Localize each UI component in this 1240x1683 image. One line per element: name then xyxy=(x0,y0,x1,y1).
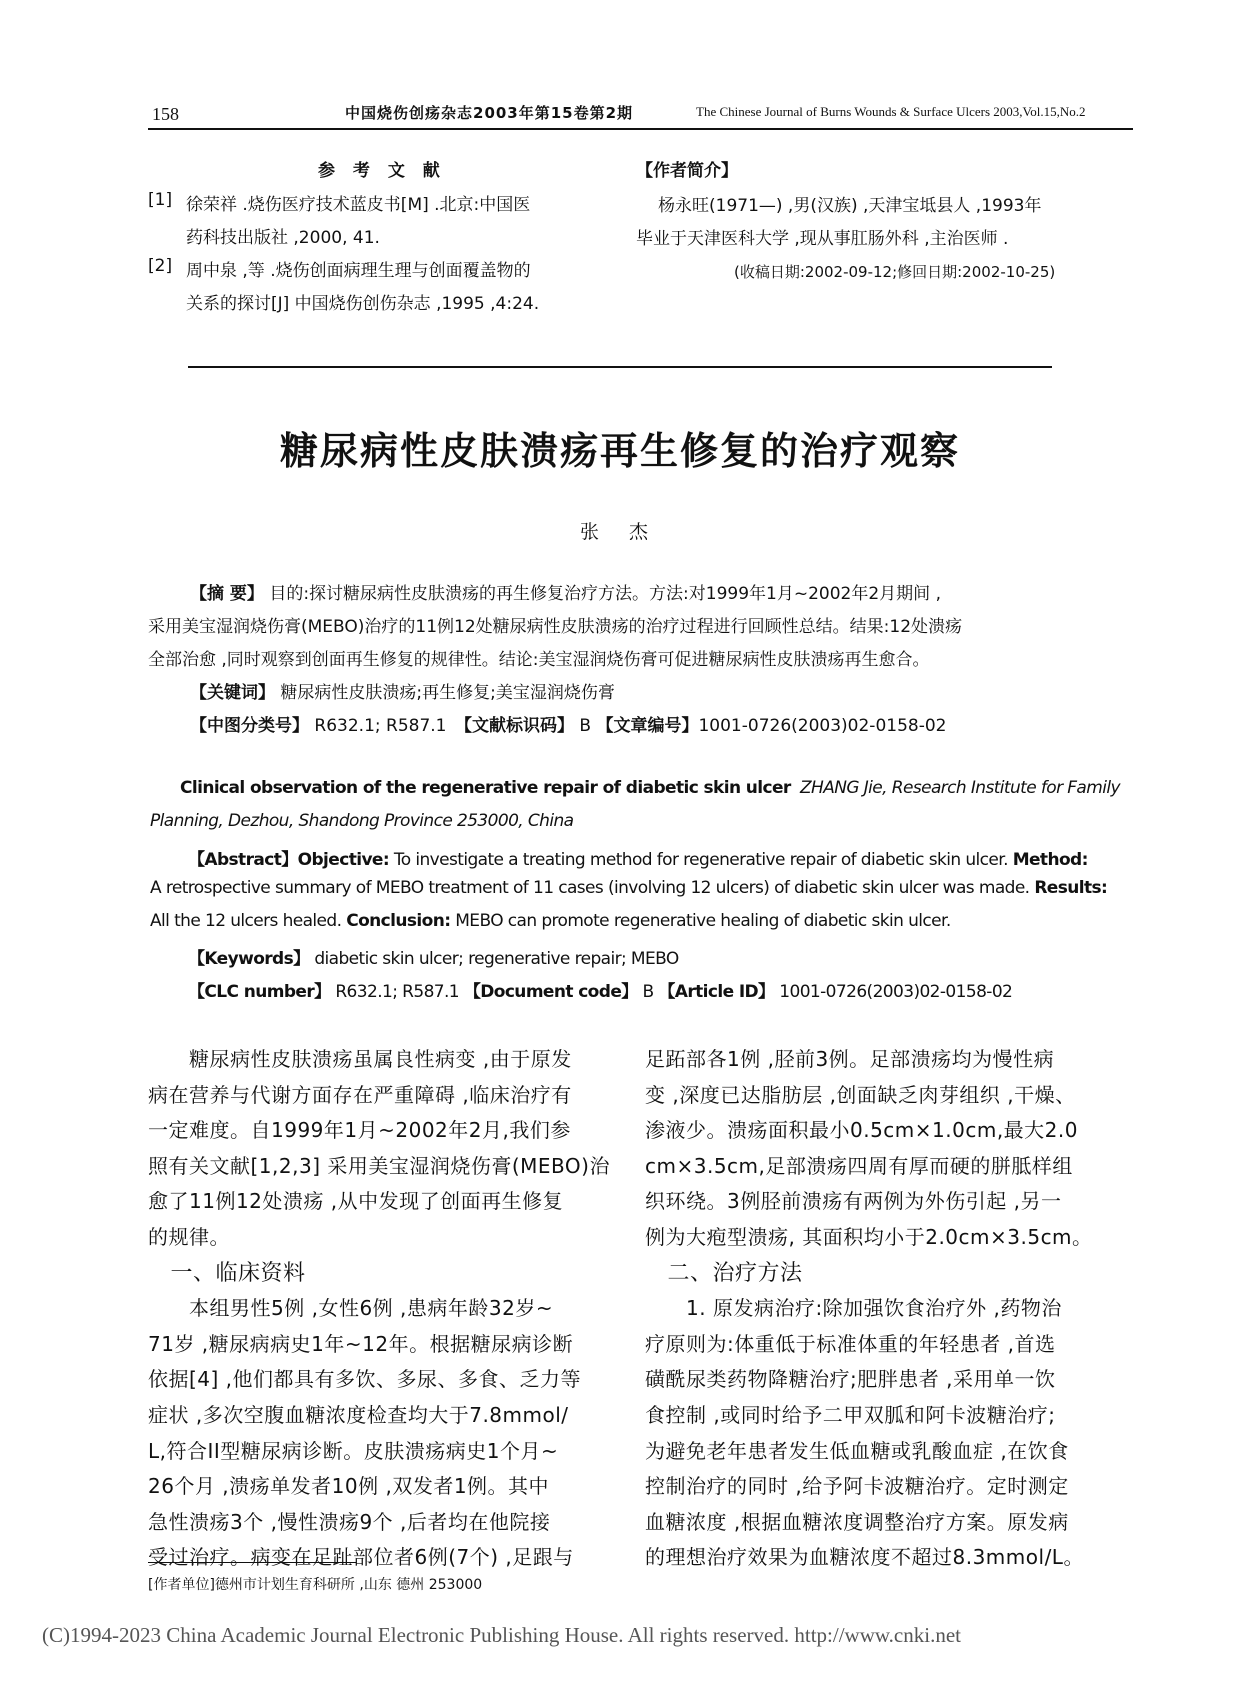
body-paragraph-line: 照有关文献[1,2,3] 采用美宝湿润烧伤膏(MEBO)治 xyxy=(148,1153,610,1178)
section-heading: 二、治疗方法 xyxy=(645,1260,803,1286)
results-text: All the 12 ulcers healed. xyxy=(150,911,342,931)
body-paragraph-line: 26个月 ,溃疡单发者10例 ,双发者1例。其中 xyxy=(148,1474,550,1499)
objective-text: To investigate a treating method for regenerative repair of diabetic skin ulcer. xyxy=(393,850,1008,870)
clc-en-label: 【CLC number】 xyxy=(188,982,331,1002)
articleno-cn-value: 1001-0726(2003)02-0158-02 xyxy=(698,716,947,736)
reference-line: 徐荣祥 .烧伤医疗技术蓝皮书[M] .北京:中国医 xyxy=(186,195,531,215)
articleid-en-label: 【Article ID】 xyxy=(658,982,775,1002)
body-paragraph-line: 渗液少。溃疡面积最小0.5cm×1.0cm,最大2.0 xyxy=(645,1118,1078,1143)
keywords-en-text: diabetic skin ulcer; regenerative repair; MEBO xyxy=(314,949,679,969)
articleno-cn-label: 【文章编号】 xyxy=(596,716,699,736)
body-paragraph-line: 血糖浓度 ,根据血糖浓度调整治疗方案。原发病 xyxy=(645,1509,1069,1534)
abstract-cn-line: 全部治愈 ,同时观察到创面再生修复的规律性。结论:美宝湿润烧伤膏可促进糖尿病性皮肤溃疡再生愈合。 xyxy=(148,650,930,670)
reference-number: [2] xyxy=(148,256,173,276)
articleid-en-value: 1001-0726(2003)02-0158-02 xyxy=(779,982,1013,1002)
results-label: Results: xyxy=(1034,878,1108,898)
abstract-cn-label: 【摘 要】 xyxy=(190,584,264,604)
body-paragraph-line: 受过治疗。病变在足趾部位者6例(7个) ,足跟与 xyxy=(148,1545,574,1570)
objective-label: Objective: xyxy=(297,850,390,870)
body-paragraph-line: 变 ,深度已达脂肪层 ,创面缺乏肉芽组织 ,干燥、 xyxy=(645,1082,1076,1107)
body-paragraph-line: 的理想治疗效果为血糖浓度不超过8.3mmol/L。 xyxy=(645,1545,1084,1570)
body-paragraph-line: L,符合II型糖尿病诊断。皮肤溃疡病史1个月~ xyxy=(148,1438,559,1463)
section-divider xyxy=(188,366,1052,368)
abstract-en-line xyxy=(150,911,951,931)
abstract-en-label: 【Abstract】 xyxy=(188,850,298,870)
title-en: Clinical observation of the regenerative repair of diabetic skin ulcer xyxy=(180,778,791,798)
keywords-cn-text: 糖尿病性皮肤溃疡;再生修复;美宝湿润烧伤膏 xyxy=(280,683,615,703)
page-number: 158 xyxy=(152,104,179,124)
body-paragraph-line: 为避免老年患者发生低血糖或乳酸血症 ,在饮食 xyxy=(645,1438,1069,1463)
body-paragraph-line: 控制治疗的同时 ,给予阿卡波糖治疗。定时测定 xyxy=(645,1474,1069,1499)
clc-cn-value: R632.1; R587.1 xyxy=(314,716,447,736)
conclusion-text: MEBO can promote regenerative healing of diabetic skin ulcer. xyxy=(455,911,951,931)
body-paragraph-line: 急性溃疡3个 ,慢性溃疡9个 ,后者均在他院接 xyxy=(148,1509,551,1534)
body-paragraph-line: 愈了11例12处溃疡 ,从中发现了创面再生修复 xyxy=(148,1189,564,1214)
clc-cn-label: 【中图分类号】 xyxy=(190,716,309,736)
section-heading: 一、临床资料 xyxy=(148,1260,306,1286)
keywords-cn xyxy=(190,677,615,709)
body-paragraph-line: 71岁 ,糖尿病病史1年~12年。根据糖尿病诊断 xyxy=(148,1331,574,1356)
doccode-cn-value: B xyxy=(579,716,592,736)
header-rule xyxy=(148,128,1133,130)
conclusion-label: Conclusion: xyxy=(346,911,451,931)
body-paragraph-line: 磺酰尿类药物降糖治疗;肥胖患者 ,采用单一饮 xyxy=(645,1367,1056,1392)
affiliation-en: Planning, Dezhou, Shandong Province 253000, China xyxy=(150,811,574,831)
body-paragraph-line: 病在营养与代谢方面存在严重障碍 ,临床治疗有 xyxy=(148,1082,572,1107)
body-paragraph-line: 食控制 ,或同时给予二甲双胍和阿卡波糖治疗; xyxy=(645,1402,1056,1427)
body-paragraph-line: 疗原则为:体重低于标准体重的年轻患者 ,首选 xyxy=(645,1331,1056,1356)
body-left-column xyxy=(148,1042,610,1576)
body-paragraph-line: 例为大疱型溃疡, 其面积均小于2.0cm×3.5cm。 xyxy=(645,1224,1093,1249)
journal-header-cn: 中国烧伤创疡杂志2003年第15卷第2期 xyxy=(345,104,634,122)
abstract-en-line xyxy=(188,845,1088,870)
journal-header-en: The Chinese Journal of Burns Wounds & Surface Ulcers 2003,Vol.15,No.2 xyxy=(696,104,1086,119)
body-paragraph-line: 织环绕。3例胫前溃疡有两例为外伤引起 ,另一 xyxy=(645,1189,1062,1214)
body-paragraph-line: 足跖部各1例 ,胫前3例。足部溃疡均为慢性病 xyxy=(645,1047,1055,1071)
method-text: A retrospective summary of MEBO treatment of 11 cases (involving 12 ulcers) of diabetic skin ulcer was made. xyxy=(150,878,1030,898)
reference-line: 周中泉 ,等 .烧伤创面病理生理与创面覆盖物的 xyxy=(186,261,531,281)
classification-cn xyxy=(190,710,946,742)
method-label: Method: xyxy=(1012,850,1088,870)
keywords-en-label: 【Keywords】 xyxy=(188,949,310,969)
body-right-column xyxy=(645,1042,1093,1576)
keywords-cn-label: 【关键词】 xyxy=(190,683,275,703)
body-paragraph-line: 一定难度。自1999年1月~2002年2月,我们参 xyxy=(148,1118,571,1143)
reference-line: 关系的探讨[J] 中国烧伤创伤杂志 ,1995 ,4:24. xyxy=(186,294,540,314)
classification-en xyxy=(188,977,1012,1002)
abstract-cn-line xyxy=(190,578,941,610)
author-intro-line: 杨永旺(1971—) ,男(汉族) ,天津宝坻县人 ,1993年 xyxy=(658,196,1042,216)
doccode-en-value: B xyxy=(642,982,654,1002)
body-paragraph-line: 依据[4] ,他们都具有多饮、多尿、多食、乏力等 xyxy=(148,1367,582,1392)
body-paragraph-line: 症状 ,多次空腹血糖浓度检查均大于7.8mmol/ xyxy=(148,1402,569,1427)
affiliation-en: ZHANG Jie, Research Institute for Family xyxy=(800,778,1120,798)
author-intro-line: 毕业于天津医科大学 ,现从事肛肠外科 ,主治医师 . xyxy=(636,229,1009,249)
received-dates: (收稿日期:2002-09-12;修回日期:2002-10-25) xyxy=(734,263,1056,281)
body-paragraph-line: cm×3.5cm,足部溃疡四周有厚而硬的胼胝样组 xyxy=(645,1153,1073,1178)
keywords-en xyxy=(188,944,679,969)
body-paragraph-line: 本组男性5例 ,女性6例 ,患病年龄32岁~ xyxy=(148,1296,554,1321)
clc-en-value: R632.1; R587.1 xyxy=(335,982,460,1002)
references-title: 参 考 文 献 xyxy=(318,161,446,181)
body-paragraph-line: 1. 原发病治疗:除加强饮食治疗外 ,药物治 xyxy=(645,1296,1062,1321)
body-paragraph-line: 的规律。 xyxy=(148,1224,230,1249)
doccode-en-label: 【Document code】 xyxy=(463,982,638,1002)
copyright-watermark: (C)1994-2023 China Academic Journal Electronic Publishing House. All rights reserved. http://www.cnki.net xyxy=(42,1623,961,1647)
abstract-cn-line: 采用美宝湿润烧伤膏(MEBO)治疗的11例12处糖尿病性皮肤溃疡的治疗过程进行回顾性总结。结果:12处溃疡 xyxy=(148,617,963,637)
reference-line: 药科技出版社 ,2000, 41. xyxy=(186,228,380,248)
body-paragraph-line: 糖尿病性皮肤溃疡虽属良性病变 ,由于原发 xyxy=(148,1047,572,1071)
abstract-cn-text: 目的:探讨糖尿病性皮肤溃疡的再生修复治疗方法。方法:对1999年1月~2002年2月期间 , xyxy=(269,584,941,604)
article-title: 糖尿病性皮肤溃疡再生修复的治疗观察 xyxy=(279,429,960,473)
abstract-en-line xyxy=(150,878,1107,898)
author-intro-title: 【作者简介】 xyxy=(636,161,738,181)
footnote-rule xyxy=(148,1562,356,1563)
author-affiliation-footnote: [作者单位]德州市计划生育科研所 ,山东 德州 253000 xyxy=(148,1577,483,1593)
reference-number: [1] xyxy=(148,190,173,210)
doccode-cn-label: 【文献标识码】 xyxy=(463,716,574,736)
article-author: 张 杰 xyxy=(579,521,661,543)
